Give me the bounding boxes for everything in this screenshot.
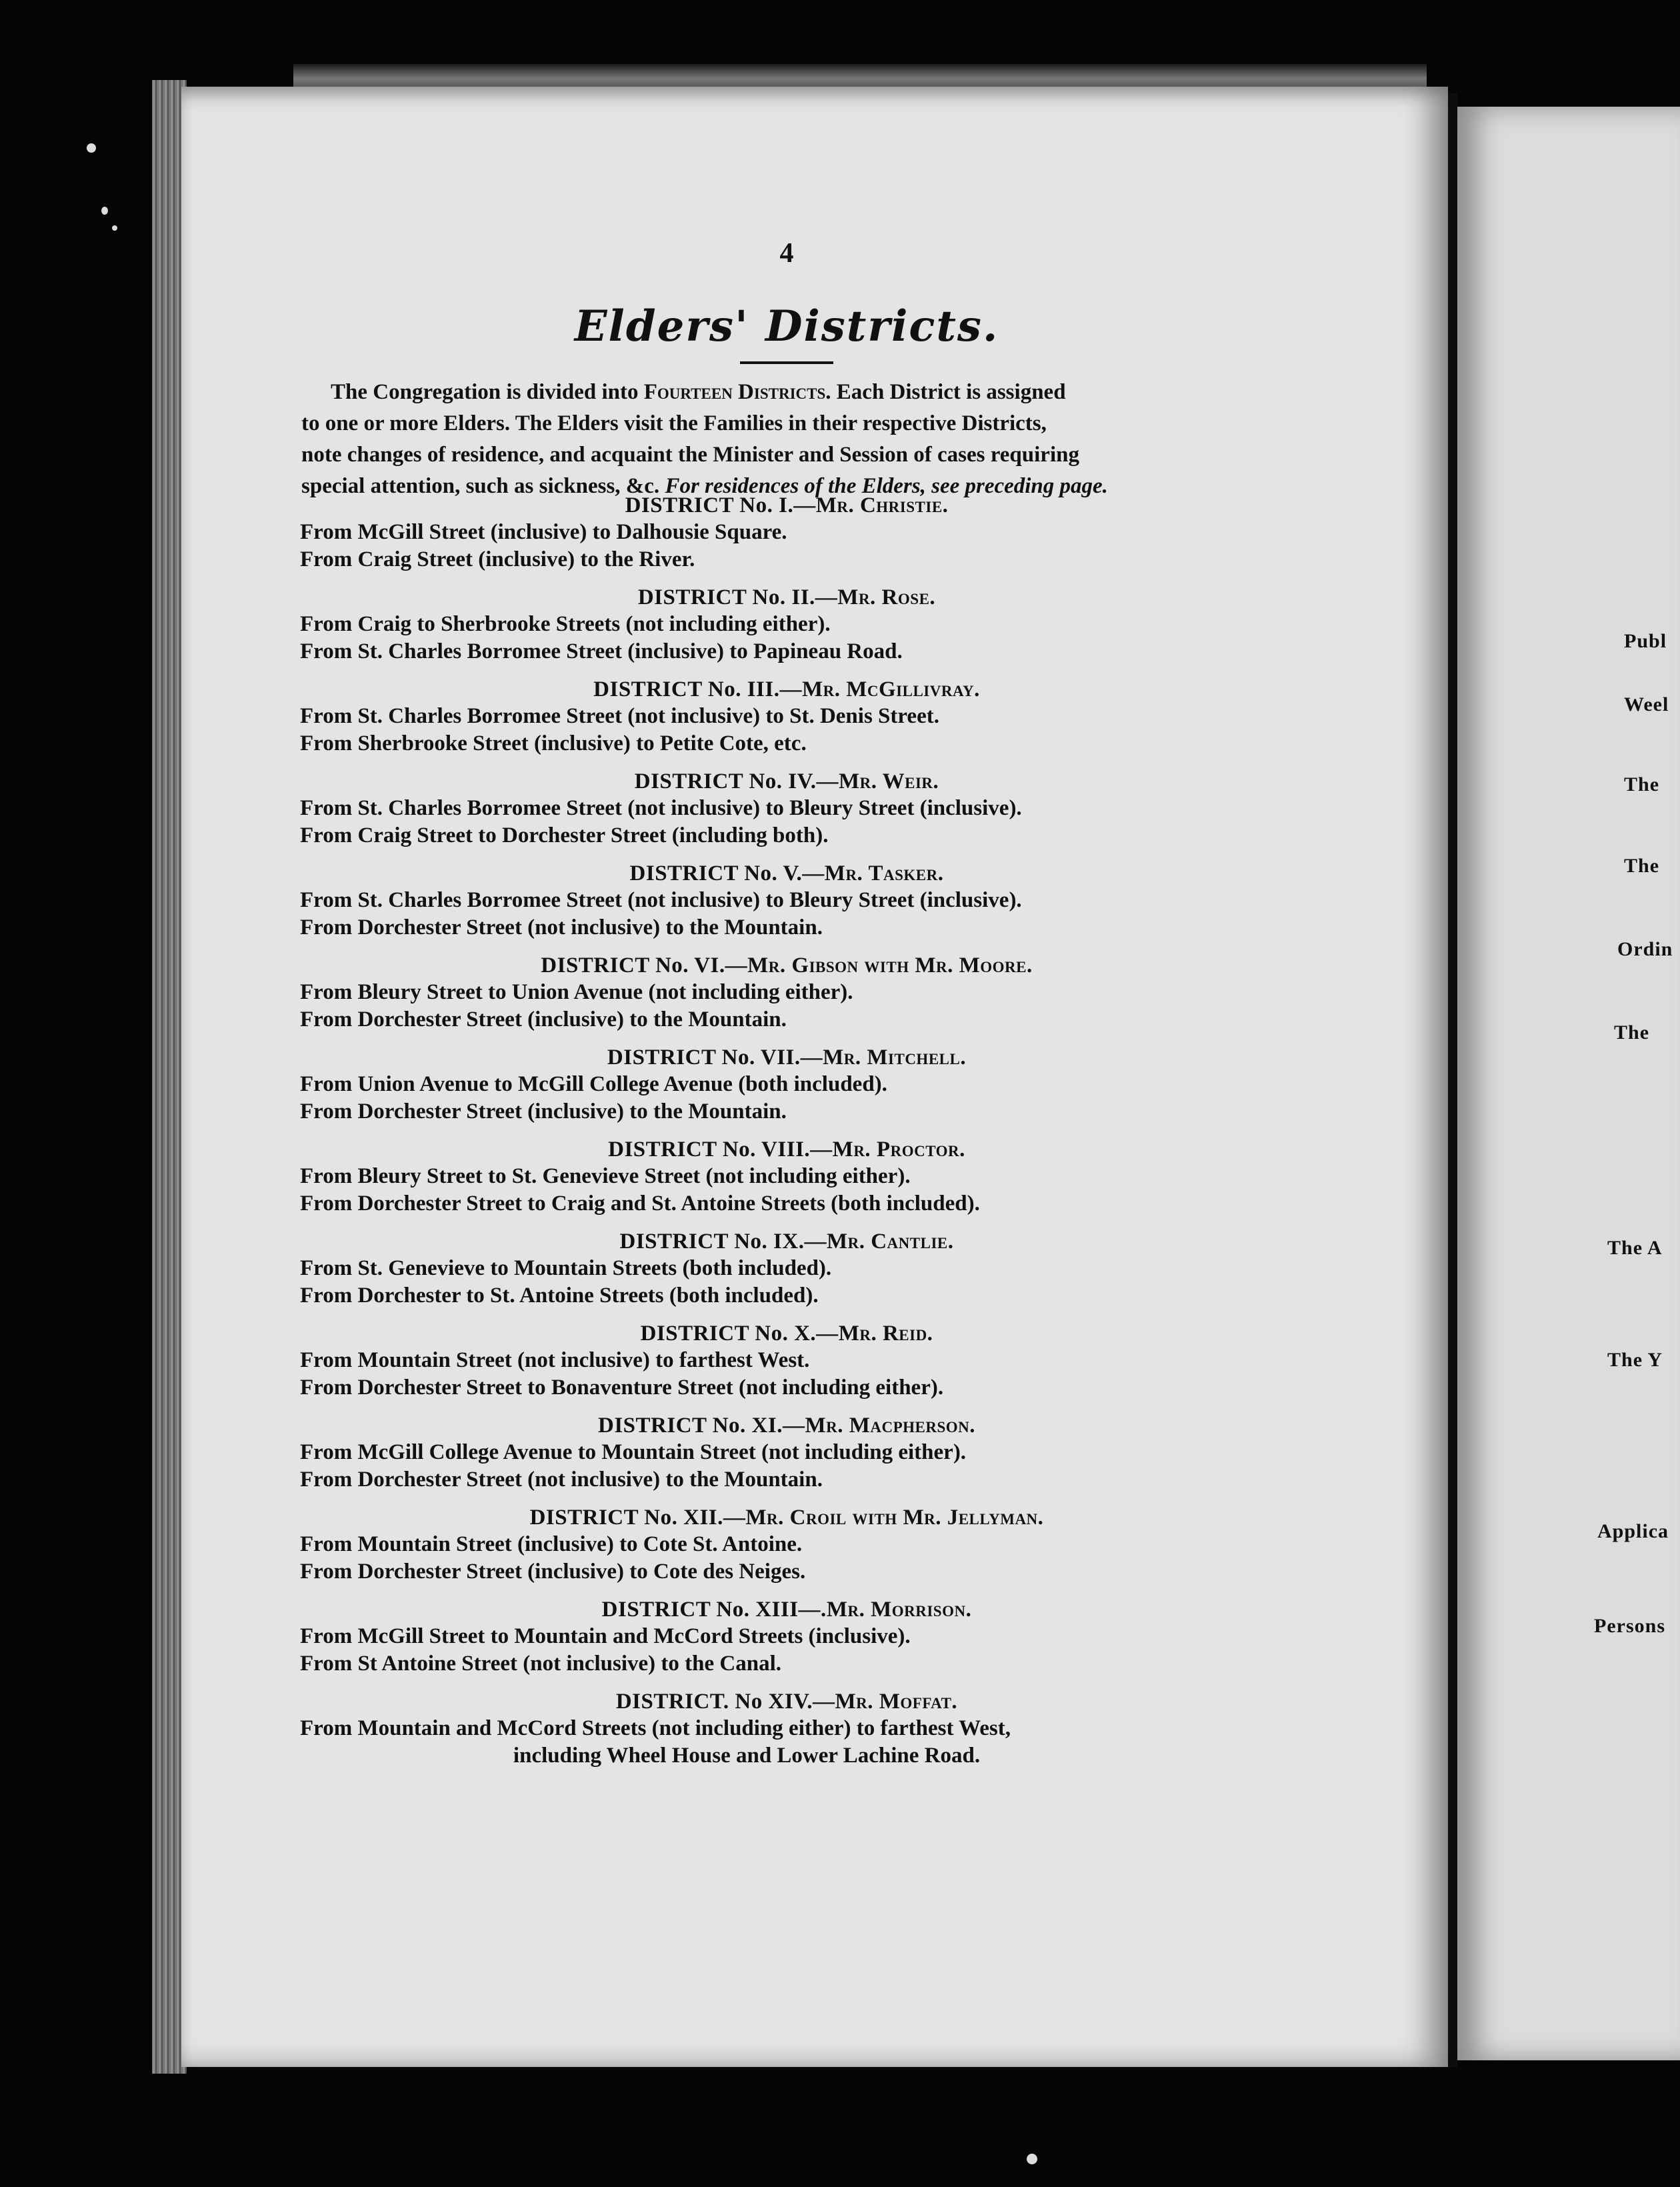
intro-paragraph: [301, 377, 1275, 502]
district-number: DISTRICT No. VII.—: [607, 1045, 823, 1069]
district-number: DISTRICT No. II.—: [637, 585, 838, 609]
book-gutter: [1448, 93, 1457, 2067]
district-boundary-line: From Mountain and McCord Streets (not including either) to farthest West,: [300, 1716, 1011, 1740]
district-boundary-line: From Union Avenue to McGill College Avenue (both included).: [300, 1072, 887, 1096]
district-elder: Mr. Croil with Mr. Jellyman.: [745, 1506, 1044, 1530]
margin-word: Publ: [1624, 630, 1667, 652]
district-boundary-line: From McGill Street (inclusive) to Dalhousie Square.: [300, 520, 787, 544]
district-title: [300, 584, 1273, 611]
district-entry: [300, 1136, 1273, 1218]
margin-word: The A: [1607, 1237, 1663, 1259]
district-boundary-line: From St. Charles Borromee Street (not inclusive) to Bleury Street (inclusive).: [300, 888, 1022, 912]
district-entry: [300, 492, 1273, 573]
district-boundary-line: From Bleury Street to Union Avenue (not including either).: [300, 980, 853, 1004]
district-boundary-line: From McGill College Avenue to Mountain Street (not including either).: [300, 1440, 967, 1464]
scan-speck: [1027, 2154, 1037, 2164]
district-number: DISTRICT No. X.—: [640, 1322, 839, 1346]
district-title: [300, 768, 1273, 795]
margin-word: The Y: [1607, 1349, 1663, 1371]
district-entry: [300, 1596, 1273, 1678]
margin-word: The: [1614, 1021, 1650, 1043]
district-number: DISTRICT No. IX.—: [619, 1230, 827, 1254]
district-elder: Mr. Mitchell.: [823, 1045, 967, 1069]
district-boundary-line: From Mountain Street (not inclusive) to farthest West.: [300, 1348, 810, 1372]
district-title: [300, 1504, 1273, 1531]
district-entry: [300, 952, 1273, 1033]
district-number: DISTRICT No. V.—: [629, 861, 825, 885]
district-number: DISTRICT No. XII.—: [529, 1506, 746, 1530]
district-elder: Mr. Tasker.: [824, 861, 944, 885]
district-boundary-line: From St. Charles Borromee Street (not inclusive) to St. Denis Street.: [300, 704, 939, 728]
district-boundary-line: From Sherbrooke Street (inclusive) to Petite Cote, etc.: [300, 731, 807, 755]
district-title: [300, 1596, 1273, 1623]
district-entry: [300, 1412, 1273, 1494]
district-entry: [300, 1688, 1273, 1770]
district-boundary-line: From Dorchester Street (not inclusive) to the Mountain.: [300, 1468, 823, 1492]
district-boundary-line: From Mountain Street (inclusive) to Cote St. Antoine.: [300, 1532, 803, 1556]
district-elder: Mr. Macpherson.: [805, 1414, 976, 1438]
title-rule: [740, 361, 833, 364]
district-boundary-line: From Dorchester Street to Bonaventure Street (not including either).: [300, 1376, 944, 1400]
district-elder: Mr. Morrison.: [826, 1598, 972, 1622]
district-boundary-line: From Bleury Street to St. Genevieve Street (not including either).: [300, 1164, 911, 1188]
district-boundary-line: From McGill Street to Mountain and McCord Streets (inclusive).: [300, 1624, 911, 1648]
district-number: DISTRICT No. III.—: [593, 677, 802, 701]
district-elder: Mr. Cantlie.: [826, 1230, 954, 1254]
district-entry: [300, 860, 1273, 941]
district-boundary-line: From Craig Street to Dorchester Street (including both).: [300, 823, 829, 847]
district-title: [300, 1044, 1273, 1071]
margin-word: The: [1624, 773, 1660, 795]
district-title: [300, 1320, 1273, 1347]
district-boundary-line: From St Antoine Street (not inclusive) to the Canal.: [300, 1652, 781, 1676]
intro-line: note changes of residence, and acquaint the Minister and Session of cases requiring: [301, 443, 1079, 467]
district-number: DISTRICT No. VI.—: [541, 953, 748, 977]
district-boundary-line: From Craig Street (inclusive) to the River.: [300, 547, 695, 571]
margin-word: Applica: [1597, 1520, 1669, 1542]
district-elder: Mr. Reid.: [838, 1322, 933, 1346]
district-title: [300, 1688, 1273, 1715]
intro-line: to one or more Elders. The Elders visit the Families in their respective Districts,: [301, 411, 1047, 435]
district-entry: [300, 1044, 1273, 1126]
margin-word: Ordin: [1617, 938, 1673, 960]
district-boundary-line: From St. Charles Borromee Street (inclusive) to Papineau Road.: [300, 639, 903, 663]
district-elder: Mr. McGillivray.: [801, 677, 980, 701]
district-entry: [300, 584, 1273, 665]
district-entry: [300, 768, 1273, 849]
district-elder: Mr. Rose.: [837, 585, 936, 609]
district-title: [300, 952, 1273, 979]
district-boundary-line: From Dorchester Street (inclusive) to the Mountain.: [300, 1100, 787, 1124]
scan-speck: [112, 225, 117, 231]
district-number: DISTRICT No. VIII.—: [608, 1138, 833, 1162]
district-entry: [300, 1228, 1273, 1310]
facing-page: [1457, 107, 1680, 2060]
district-elder: Mr. Proctor.: [832, 1138, 965, 1162]
district-title: [300, 860, 1273, 887]
district-boundary-line: From St. Charles Borromee Street (not inclusive) to Bleury Street (inclusive).: [300, 796, 1022, 820]
district-boundary-line: From Dorchester to St. Antoine Streets (both included).: [300, 1284, 819, 1308]
district-title: [300, 1228, 1273, 1255]
book-top-edge: [293, 64, 1427, 88]
district-title: [300, 676, 1273, 703]
intro-line: special attention, such as sickness, &c. For residences of the Elders, see preceding page.: [301, 474, 1108, 498]
district-list: [300, 492, 1273, 1780]
district-boundary-line: From Craig to Sherbrooke Streets (not including either).: [300, 612, 831, 636]
scan-speck: [101, 207, 108, 215]
district-boundary-line: From Dorchester Street (not inclusive) to the Mountain.: [300, 915, 823, 939]
district-elder: Mr. Christie.: [815, 493, 949, 517]
district-number: DISTRICT No. XI.—: [597, 1414, 805, 1438]
district-number: DISTRICT. No XIV.—: [615, 1690, 835, 1714]
margin-word: The: [1624, 855, 1660, 877]
district-boundary-line: From St. Genevieve to Mountain Streets (both included).: [300, 1256, 832, 1280]
page-number: 4: [779, 238, 794, 269]
district-boundary-line: From Dorchester Street (inclusive) to Cote des Neiges.: [300, 1560, 806, 1584]
district-boundary-line: including Wheel House and Lower Lachine Road.: [513, 1744, 981, 1768]
district-boundary-line: From Dorchester Street (inclusive) to the Mountain.: [300, 1007, 787, 1031]
scan-speck: [87, 143, 96, 153]
district-number: DISTRICT No. IV.—: [634, 769, 839, 793]
margin-word: Persons: [1594, 1615, 1665, 1637]
district-elder: Mr. Moffat.: [835, 1690, 958, 1714]
district-title: [300, 1412, 1273, 1439]
district-number: DISTRICT No. I.—: [625, 493, 816, 517]
district-entry: [300, 1320, 1273, 1402]
margin-word: Weel: [1624, 693, 1669, 715]
district-title: [300, 492, 1273, 519]
district-elder: Mr. Gibson with Mr. Moore.: [747, 953, 1033, 977]
page-title: Elders' Districts.: [574, 301, 999, 351]
district-number: DISTRICT No. XIII—.: [601, 1598, 827, 1622]
district-title: [300, 1136, 1273, 1163]
intro-line: The Congregation is divided into Fourteen Districts. Each District is assigned: [331, 380, 1066, 404]
district-boundary-line: From Dorchester Street to Craig and St. Antoine Streets (both included).: [300, 1192, 980, 1216]
district-entry: [300, 1504, 1273, 1586]
district-elder: Mr. Weir.: [838, 769, 939, 793]
district-entry: [300, 676, 1273, 757]
